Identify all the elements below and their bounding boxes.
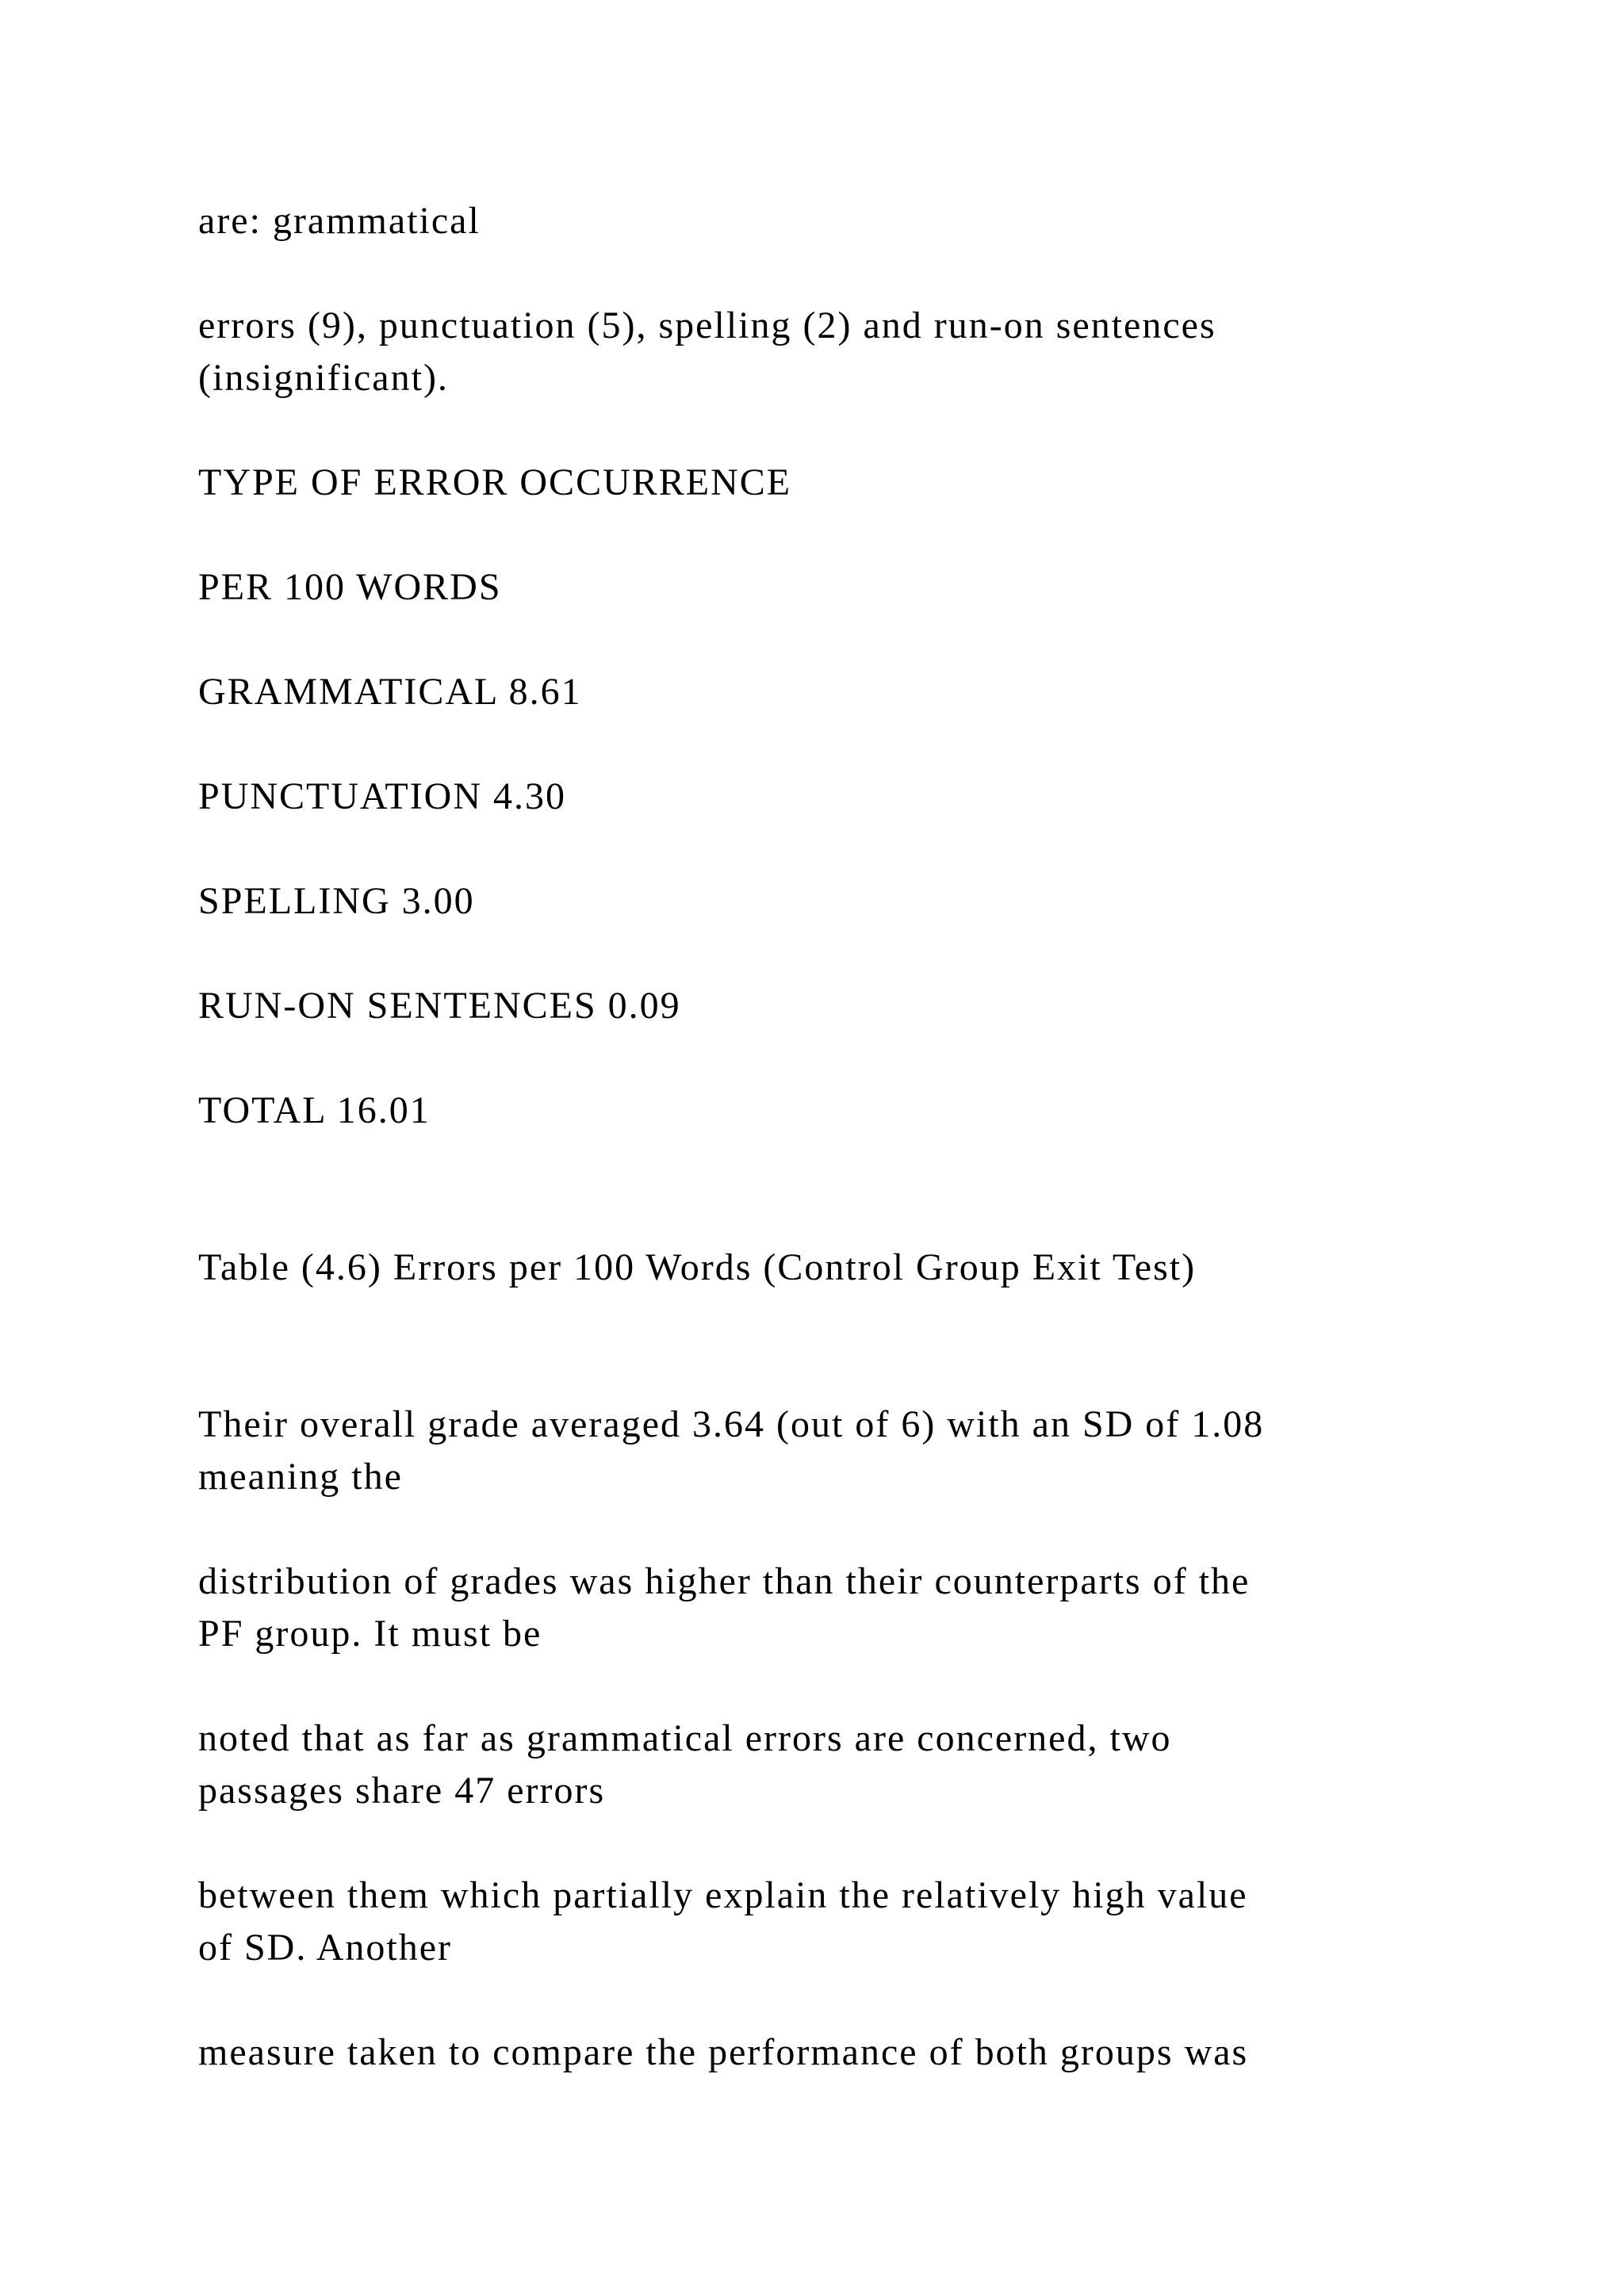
text-line: PF group. It must be xyxy=(198,1613,542,1655)
text-line: errors (9), punctuation (5), spelling (2) and run-on sentences xyxy=(198,304,1216,346)
table-caption: Table (4.6) Errors per 100 Words (Control Group Exit Test) xyxy=(198,1246,1197,1288)
text-line: of SD. Another xyxy=(198,1927,452,1969)
text-line: (insignificant). xyxy=(198,357,449,399)
table-row-total: TOTAL 16.01 xyxy=(198,1089,431,1131)
table-row: SPELLING 3.00 xyxy=(198,880,475,922)
table-row: PUNCTUATION 4.30 xyxy=(198,775,566,817)
table-row: GRAMMATICAL 8.61 xyxy=(198,671,582,713)
text-line: are: grammatical xyxy=(198,200,481,242)
table-header-line: PER 100 WORDS xyxy=(198,566,502,608)
text-line: between them which partially explain the relatively high value xyxy=(198,1874,1248,1916)
text-line: Their overall grade averaged 3.64 (out of 6) with an SD of 1.08 xyxy=(198,1403,1265,1445)
text-line: measure taken to compare the performance of both groups was xyxy=(198,2031,1249,2073)
text-line: noted that as far as grammatical errors are concerned, two xyxy=(198,1717,1172,1759)
text-line: distribution of grades was higher than their counterparts of the xyxy=(198,1560,1251,1602)
table-row: RUN-ON SENTENCES 0.09 xyxy=(198,985,681,1027)
text-line: passages share 47 errors xyxy=(198,1770,606,1812)
text-line: meaning the xyxy=(198,1456,403,1498)
table-header-line: TYPE OF ERROR OCCURRENCE xyxy=(198,461,792,503)
